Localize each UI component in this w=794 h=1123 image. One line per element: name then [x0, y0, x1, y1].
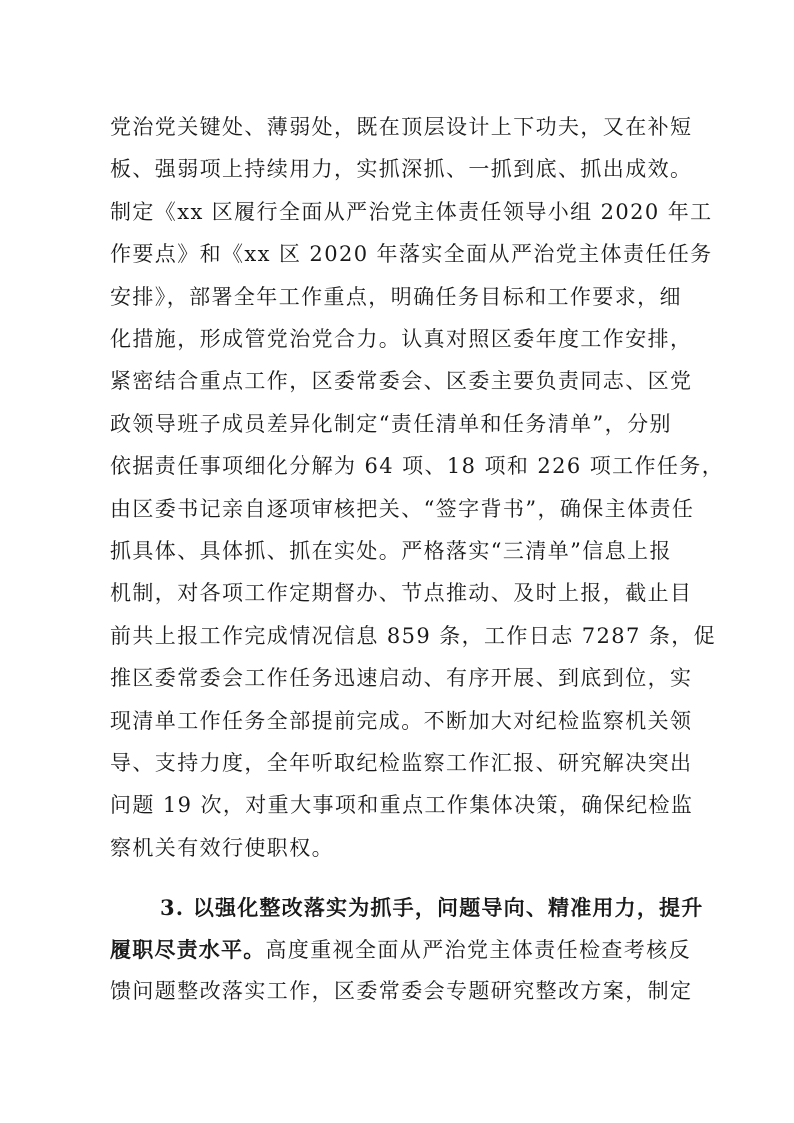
paragraph-1-line: 紧密结合重点工作，区委常委会、区委主要负责同志、区党 [110, 369, 693, 393]
paragraph-1-line: 由区委书记亲自逐项审核把关、“签字背书”，确保主体责任 [110, 497, 695, 521]
paragraph-1-line: 现清单工作任务全部提前完成。不断加大对纪检监察机关领 [110, 709, 693, 733]
paragraph-1-line: 党治党关键处、薄弱处，既在顶层设计上下功夫，又在补短 [110, 115, 693, 139]
paragraph-1-line: 抓具体、具体抓、抓在实处。严格落实“三清单”信息上报 [110, 539, 672, 563]
paragraph-2-text-start: 高度重视全面从严治党主体责任检查考核反 [265, 938, 692, 962]
paragraph-1-line: 机制，对各项工作定期督办、节点推动、及时上报，截止目 [110, 581, 693, 605]
paragraph-1-line: 安排》，部署全年工作重点，明确任务目标和工作要求，细 [110, 285, 682, 309]
paragraph-2-line: 馈问题整改落实工作，区委常委会专题研究整改方案，制定 [110, 979, 693, 1003]
paragraph-1-line: 板、强弱项上持续用力，实抓深抓、一抓到底、抓出成效。 [110, 157, 693, 181]
paragraph-1-line: 推区委常委会工作任务迅速启动、有序开展、到底到位，实 [110, 666, 693, 690]
paragraph-1-line: 依据责任事项细化分解为 64 项、18 项和 226 项工作任务， [110, 454, 725, 478]
section-heading: 3. 以强化整改落实为抓手，问题导向、精准用力，提升 [160, 895, 704, 920]
paragraph-1-line: 察机关有效行使职权。 [110, 836, 334, 860]
paragraph-1-line: 前共上报工作完成情况信息 859 条，工作日志 7287 条，促 [110, 624, 717, 648]
paragraph-1-line: 制定《xx 区履行全面从严治党主体责任领导小组 2020 年工 [110, 200, 713, 224]
paragraph-1-line: 问题 19 次，对重大事项和重点工作集体决策，确保纪检监 [110, 793, 694, 817]
section-heading-continued [110, 939, 690, 961]
paragraph-1-line: 政领导班子成员差异化制定“责任清单和任务清单”，分别 [110, 412, 672, 436]
paragraph-1-line: 化措施，形成管党治党合力。认真对照区委年度工作安排， [110, 327, 693, 351]
paragraph-1-line: 导、支持力度，全年听取纪检监察工作汇报、研究解决突出 [110, 751, 693, 775]
section-heading-end: 履职尽责水平。 [110, 937, 266, 962]
paragraph-1-line: 作要点》和《xx 区 2020 年落实全面从严治党主体责任任务 [110, 242, 713, 266]
